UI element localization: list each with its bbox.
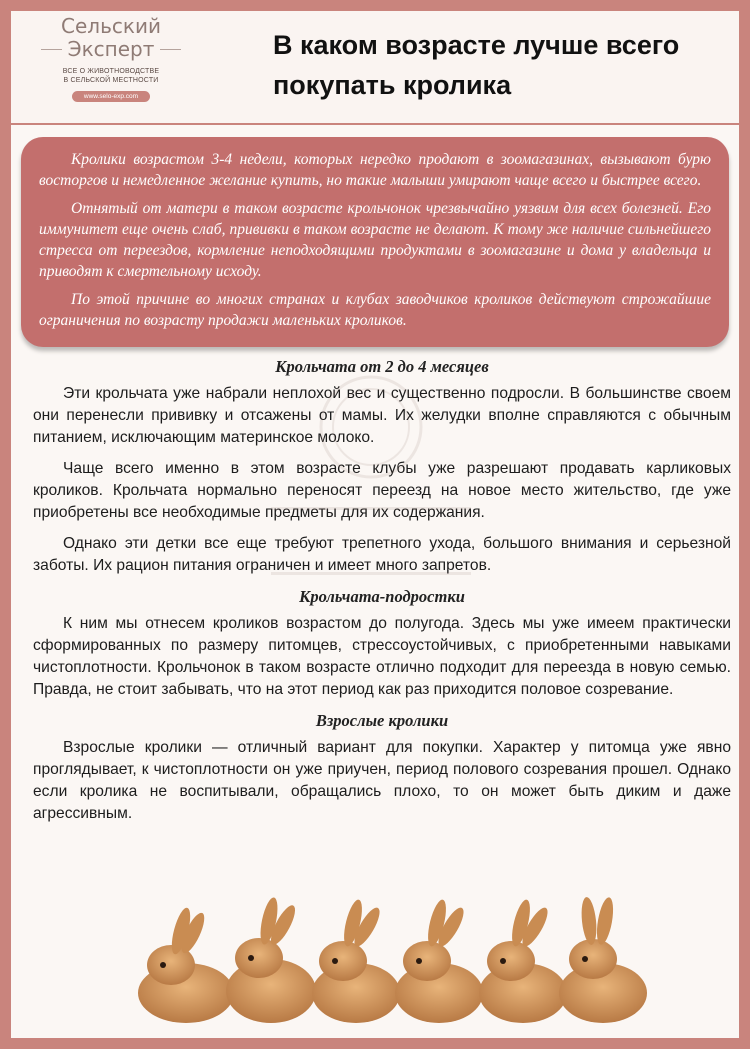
rabbit-1 bbox=[138, 906, 234, 1023]
warning-callout bbox=[21, 137, 729, 347]
article-body bbox=[11, 357, 739, 825]
rabbit-3 bbox=[312, 898, 400, 1023]
site-logo[interactable] bbox=[41, 15, 181, 103]
rabbit-2 bbox=[226, 896, 316, 1023]
section-paragraph: Чаще всего именно в этом возрасте клубы уже разрешают продавать карликовых кроликов. Крольчата нормально переносят переезд на новое место жительство, где уже приобретены все необходимые предметы для их содержания. bbox=[33, 460, 731, 521]
section-2-4-months bbox=[33, 357, 731, 577]
rabbit-5 bbox=[479, 898, 567, 1023]
callout-paragraph-2: Отнятый от матери в таком возрасте крольчонок чрезвычайно уязвим для всех болезней. Его иммунитет еще очень слаб, прививки в таком возрасте не делают. К тому же наличие сильнейшего стресса от переездов, кормление неподходящими продуктами в зоомагазине и дома у владельца и приводят к смертельному исходу. bbox=[39, 200, 711, 280]
section-heading: Крольчата-подростки bbox=[299, 587, 465, 606]
logo-line-1: Сельский bbox=[61, 14, 161, 38]
section-heading: Взрослые кролики bbox=[315, 711, 449, 730]
page-title-line-2: покупать кролика bbox=[273, 70, 512, 100]
section-paragraph: К ним мы отнесем кроликов возрастом до полугода. Здесь мы уже имеем практически сформированных по размеру питомцев, стрессоустойчивых, с приобретенными навыками чистоплотности. Крольчонок в таком возрасте отлично подходит для переезда в новую семью. Правда, не стоит забывать, что на этот период как раз приходится половое созревание. bbox=[33, 615, 731, 698]
rabbit-6 bbox=[559, 896, 647, 1023]
logo-url-badge[interactable]: www.selo-exp.com bbox=[72, 91, 150, 102]
logo-subtitle-2: В СЕЛЬСКОЙ МЕСТНОСТИ bbox=[63, 77, 159, 84]
header-divider bbox=[11, 123, 739, 125]
header bbox=[11, 11, 739, 123]
logo-line-2: Эксперт bbox=[67, 37, 155, 61]
logo-rule-right bbox=[160, 49, 181, 50]
section-teen-rabbits bbox=[33, 587, 731, 701]
section-adult-rabbits bbox=[33, 711, 731, 825]
rabbit-4 bbox=[395, 898, 483, 1023]
page-title bbox=[273, 25, 713, 105]
section-paragraph: Эти крольчата уже набрали неплохой вес и существенно подросли. В большинстве своем они перенесли прививку и отсажены от мамы. Их желудки вполне справляются с обычным питанием, исключающим материнское молоко. bbox=[33, 385, 731, 446]
page-title-line-1: В каком возрасте лучше всего bbox=[273, 30, 680, 60]
logo-subtitle-1: ВСЕ О ЖИВОТНОВОДСТВЕ bbox=[62, 68, 160, 75]
rabbits-illustration-icon bbox=[131, 893, 651, 1028]
callout-paragraph-3: По этой причине во многих странах и клубах заводчиков кроликов действуют строжайшие ограничения по возрасту продажи маленьких кроликов. bbox=[39, 291, 711, 329]
logo-rule-left bbox=[41, 49, 62, 50]
logo-subtitle bbox=[41, 67, 181, 85]
section-paragraph: Однако эти детки все еще требуют трепетного ухода, большого внимания и серьезной заботы. Их рацион питания ограничен и имеет много запретов. bbox=[33, 535, 731, 574]
section-heading: Крольчата от 2 до 4 месяцев bbox=[275, 357, 489, 376]
section-paragraph: Взрослые кролики — отличный вариант для покупки. Характер у питомца уже явно проглядывает, к чистоплотности он уже приучен, период полового созревания прошел. Однако если кролика не воспитывали, обращались плохо, то он может быть диким и даже агрессивным. bbox=[33, 739, 731, 822]
callout-paragraph-1: Кролики возрастом 3-4 недели, которых нередко продают в зоомагазинах, вызывают бурю восторгов и немедленное желание купить, но такие малыши умирают чаще всего и быстрее всего. bbox=[39, 151, 711, 189]
